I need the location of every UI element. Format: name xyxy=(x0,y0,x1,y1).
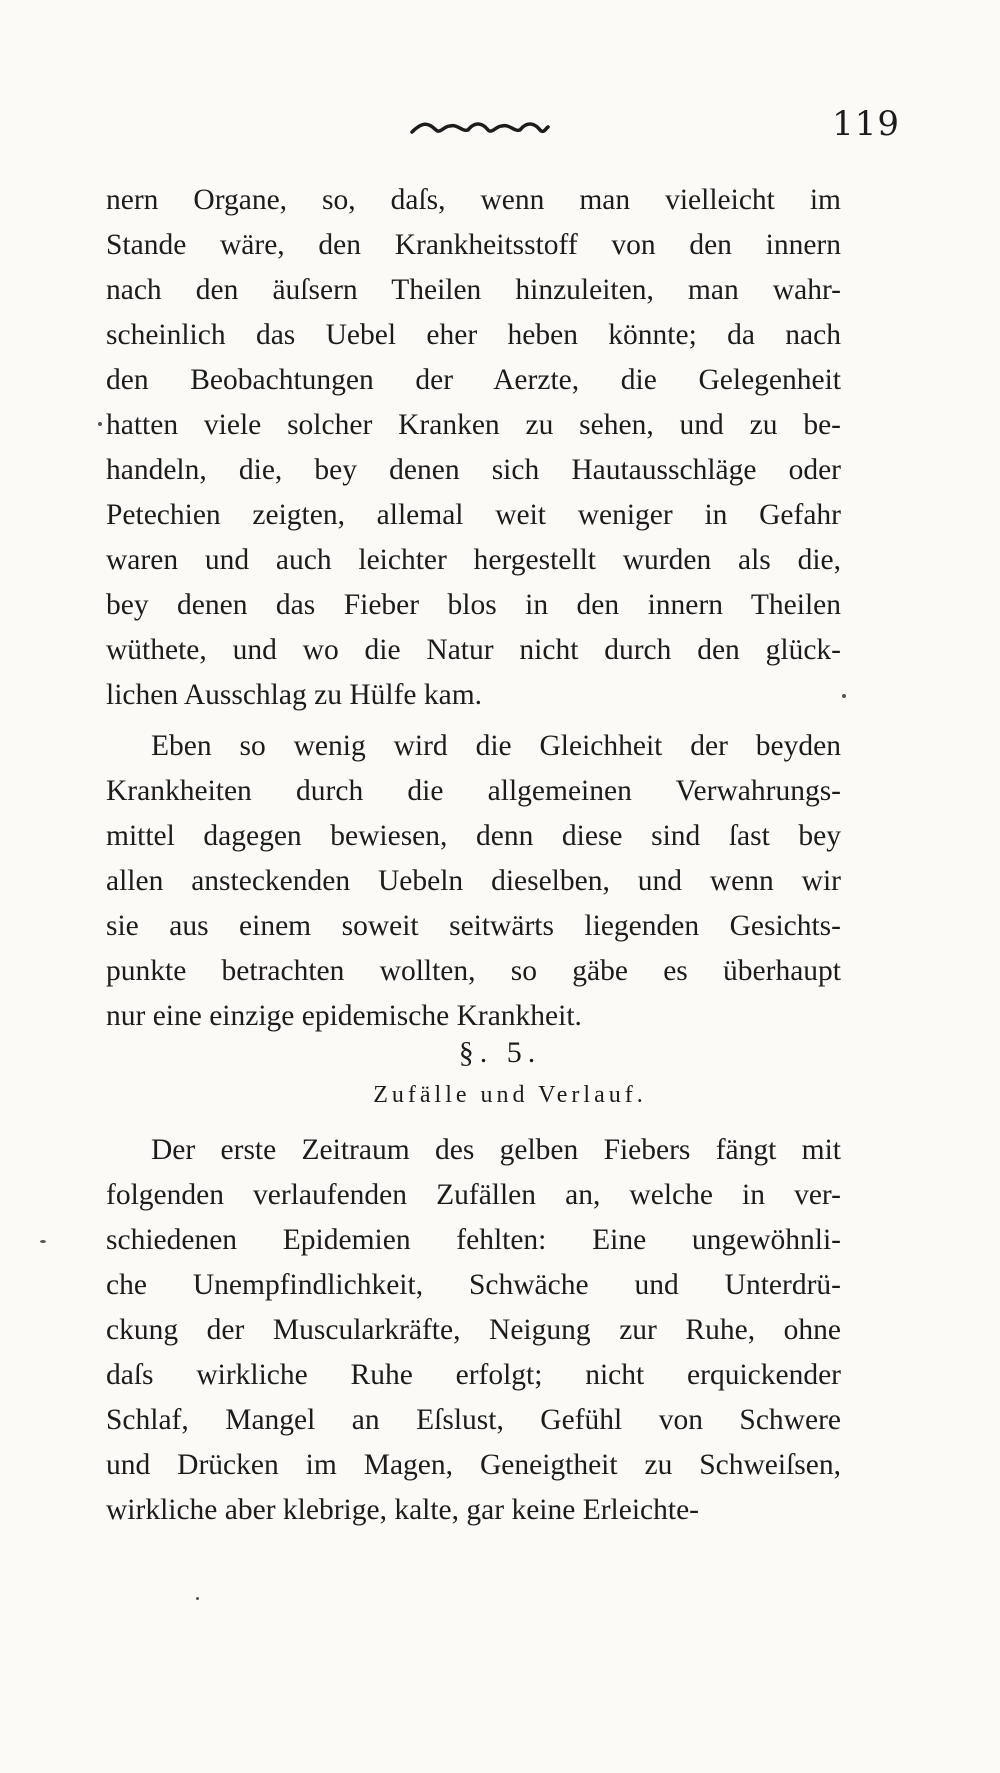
header-ornament xyxy=(410,118,550,140)
text-line: Krankheiten durch die allgemeinen Verwahrungs- xyxy=(106,775,841,807)
text-line: daſs wirkliche Ruhe erfolgt; nicht erquickender xyxy=(106,1359,841,1391)
section-title: Zufälle und Verlauf. xyxy=(373,1082,647,1108)
ink-speck xyxy=(98,422,102,426)
paragraph-2 xyxy=(106,724,841,1039)
text-line: bey denen das Fieber blos in den innern Theilen xyxy=(106,589,841,621)
text-line: den Beobachtungen der Aerzte, die Gelegenheit xyxy=(106,364,841,396)
text-line: waren und auch leichter hergestellt wurden als die, xyxy=(106,544,841,576)
text-line: nach den äuſsern Theilen hinzuleiten, man wahr- xyxy=(106,274,841,306)
text-line: Der erste Zeitraum des gelben Fiebers fängt mit xyxy=(151,1134,841,1166)
text-line: schiedenen Epidemien fehlten: Eine ungewöhnli- xyxy=(106,1224,841,1256)
text-line: nern Organe, so, daſs, wenn man vielleicht im xyxy=(106,184,841,216)
text-line: nur eine einzige epidemische Krankheit. xyxy=(106,1000,582,1032)
text-line: Petechien zeigten, allemal weit weniger in Gefahr xyxy=(106,499,841,531)
text-line: hatten viele solcher Kranken zu sehen, und zu be- xyxy=(106,409,841,441)
text-line: lichen Ausschlag zu Hülfe kam. xyxy=(106,679,483,711)
text-line: handeln, die, bey denen sich Hautausschläge oder xyxy=(106,454,841,486)
text-line: Schlaf, Mangel an Eſslust, Gefühl von Schwere xyxy=(106,1404,841,1436)
text-line: allen ansteckenden Uebeln dieselben, und wenn wir xyxy=(106,865,841,897)
text-line: wirkliche aber klebrige, kalte, gar keine Erleichte- xyxy=(106,1494,699,1526)
text-line: folgenden verlaufenden Zufällen an, welche in ver- xyxy=(106,1179,841,1211)
page-number: 119 xyxy=(832,104,900,144)
text-line: scheinlich das Uebel eher heben könnte; da nach xyxy=(106,319,841,351)
text-line: Stande wäre, den Krankheitsstoff von den innern xyxy=(106,229,841,261)
text-line: che Unempfindlichkeit, Schwäche und Unterdrü- xyxy=(106,1269,841,1301)
text-line: und Drücken im Magen, Geneigtheit zu Schweiſsen, xyxy=(106,1449,841,1481)
text-line: mittel dagegen bewiesen, denn diese sind ſast bey xyxy=(106,820,841,852)
text-line: wüthete, und wo die Natur nicht durch den glück- xyxy=(106,634,841,666)
text-line: Eben so wenig wird die Gleichheit der beyden xyxy=(151,730,841,762)
ink-speck xyxy=(842,694,846,698)
paragraph-3 xyxy=(106,1128,841,1533)
ink-speck xyxy=(196,1597,199,1600)
paragraph-1 xyxy=(106,178,841,718)
ink-speck xyxy=(40,1240,46,1243)
text-line: punkte betrachten wollten, so gäbe es überhaupt xyxy=(106,955,841,987)
section-number: §. 5. xyxy=(458,1036,542,1069)
text-line: sie aus einem soweit seitwärts liegenden Gesichts- xyxy=(106,910,841,942)
text-line: ckung der Muscularkräfte, Neigung zur Ruhe, ohne xyxy=(106,1314,841,1346)
